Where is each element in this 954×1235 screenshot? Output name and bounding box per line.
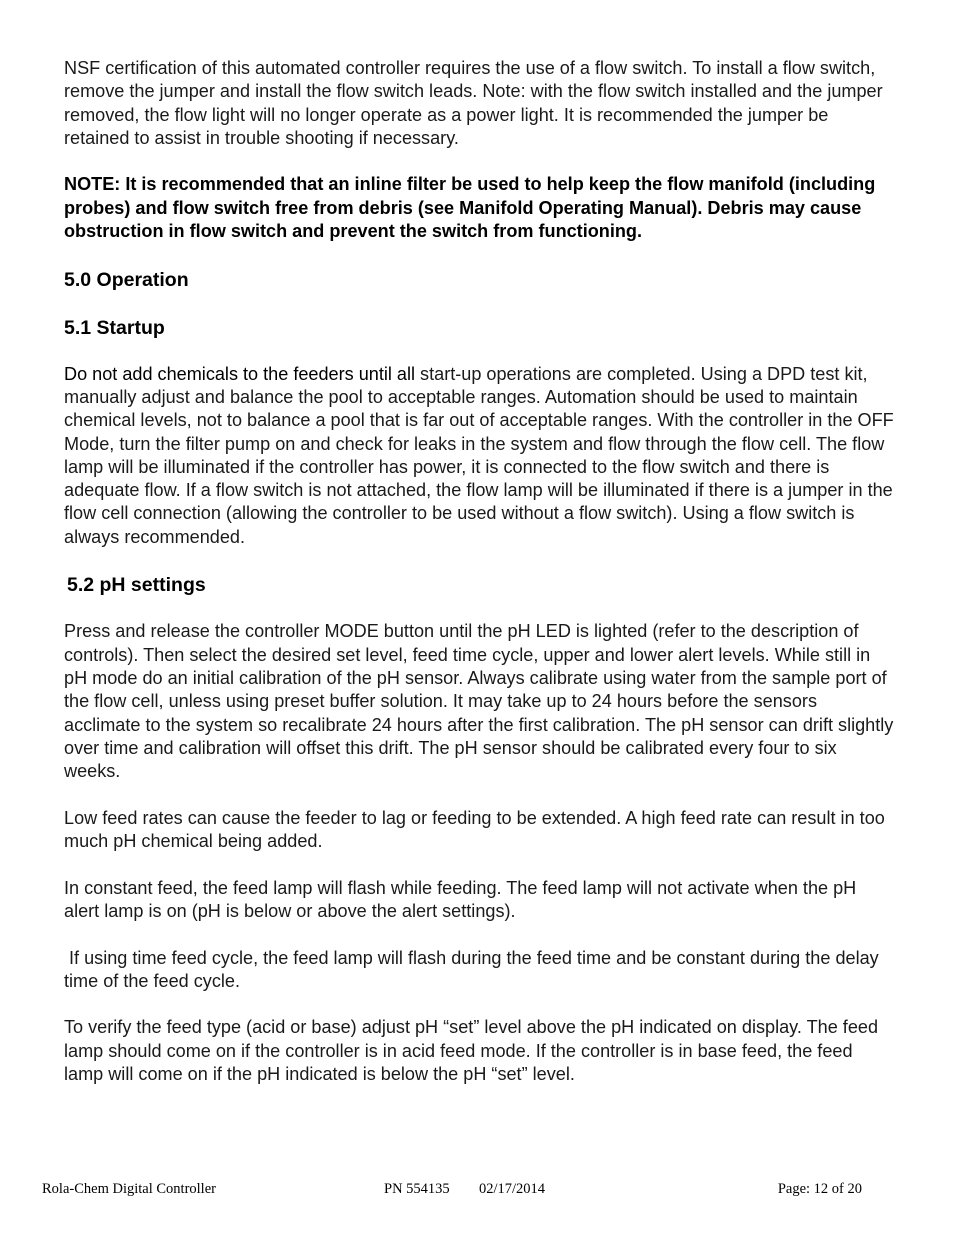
section-heading-ph-settings: 5.2 pH settings [67,574,206,597]
startup-lead-text: Do not add chemicals to the feeders until all [64,363,416,384]
ph-paragraph-feed-rates: Low feed rates can cause the feeder to lag or feeding to be extended. A high feed rate can result in too much pH chemical being added. [64,807,885,852]
section-heading-startup: 5.1 Startup [64,316,165,339]
footer-part-number: PN 554135 [384,1181,450,1197]
footer-date: 02/17/2014 [479,1181,546,1197]
footer-page-number: Page: 12 of 20 [777,1181,862,1197]
startup-body-text: start-up operations are completed. Using a DPD test kit, manually adjust and balance the pool to acceptable ranges. Automation should be used to maintain chemical levels, not to balance a pool that is far out of acceptable ranges. With the controller in the OFF Mode, turn the filter pump on and check for leaks in the system and flow through the flow cell. The flow lamp will be illuminated if the controller has power, it is connected to the flow switch and there is adequate flow. If a flow switch is not attached, the flow lamp will be illuminated if there is a jumper in the flow cell connection (allowing the controller to be used without a flow switch). Using a flow switch is always recommended. [64,363,899,547]
section-heading-operation: 5.0 Operation [64,268,189,291]
ph-paragraph-calibration: Press and release the controller MODE button until the pH LED is lighted (refer to the description of controls). Then select the desired set level, feed time cycle, upper and lower alert levels. While still in pH mode do an initial calibration of the pH sensor. Always calibrate using water from the sample port of the flow cell, unless using preset buffer solution. It may take up to 24 hours before the sensors acclimate to the system so recalibrate 24 hours after the first calibration. The pH sensor can drift slightly over time and calibration will offset this drift. The pH sensor should be calibrated every four to six weeks. [64,621,894,782]
ph-paragraph-time-feed: If using time feed cycle, the feed lamp will flash during the feed time and be constant during the delay time of the feed cycle. [64,947,884,991]
document-page [64,57,899,1110]
footer-document-title: Rola-Chem Digital Controller [42,1181,216,1197]
startup-paragraph [64,363,899,549]
intro-paragraph: NSF certification of this automated controller requires the use of a flow switch. To install a flow switch, remove the jumper and install the flow switch leads. Note: with the flow switch installed and the jumper removed, the flow light will no longer operate as a power light. It is recommended the jumper be retained to assist in trouble shooting if necessary. [64,58,883,148]
page-footer [42,1181,862,1199]
ph-paragraph-verify-feed: To verify the feed type (acid or base) adjust pH “set” level above the pH indicated on display. The feed lamp should come on if the controller is in acid feed mode. If the controller is in base feed, the feed lamp will come on if the pH indicated is below the pH “set” level. [64,1017,879,1084]
filter-note: NOTE: It is recommended that an inline filter be used to help keep the flow manifold (including probes) and flow switch free from debris (see Manifold Operating Manual). Debris may cause obstruction in flow switch and prevent the switch from functioning. [64,174,876,242]
ph-paragraph-constant-feed: In constant feed, the feed lamp will flash while feeding. The feed lamp will not activate when the pH alert lamp is on (pH is below or above the alert settings). [64,877,857,921]
